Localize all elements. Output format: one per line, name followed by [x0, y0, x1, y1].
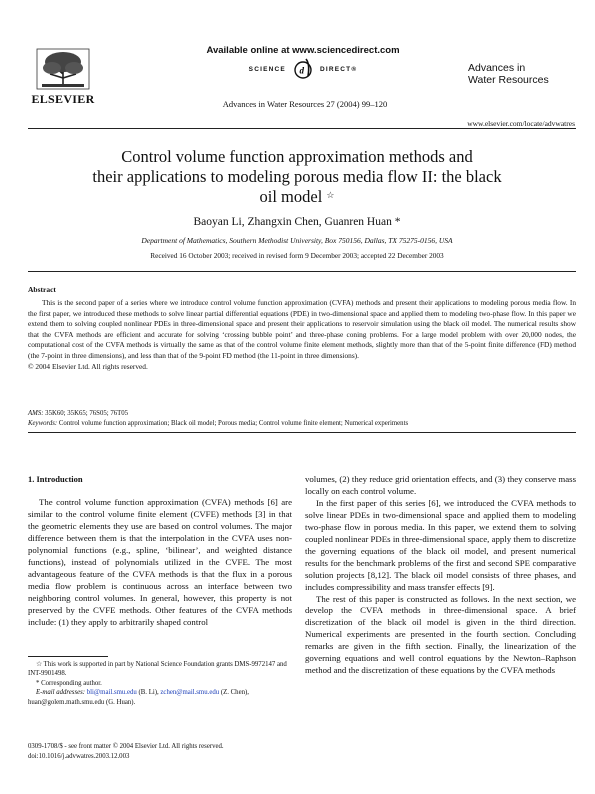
intro-paragraph-2: In the first paper of this series [6], we introduced the CVFA methods to solve linear PDEs in two-dimensional space and applied them to modeling two-phase flow in porous media. In this paper, we extend them to solving coupled nonlinear PDEs in three-dimensional space, apply them to discretize the governing equations of the black oil model, and present numerical results for the benchmark problems of the first and second SPE comparative solution projects [8,12]. The black oil model consists of three phases, and includes compressibility and mass transfer effects [9]. — [305, 497, 576, 592]
title-star-icon: ☆ — [326, 190, 335, 200]
left-column — [28, 497, 292, 628]
sd-right-text: DIRECT® — [319, 65, 358, 73]
ams-label: AMS: — [28, 410, 44, 417]
intro-paragraph-3: The rest of this paper is constructed as follows. In the next section, we develop the CVFA methods in three-dimensional space. A brief discretization of the black oil model is given in the third direction. Numerical experiments are presented in the fourth section. Concluding remarks are given in the fifth section. Finally, the linearization of the governing equations and well control equations by the Newton–Raphson method and the discretization of these equations by the CVFA methods — [305, 593, 576, 676]
funding-footnote: ☆ This work is supported in part by National Science Foundation grants DMS-9972147 and INT-9901498. — [28, 661, 287, 678]
footnote-rule — [28, 656, 108, 657]
journal-reference: Advances in Water Resources 27 (2004) 99–120 — [222, 99, 388, 109]
title-line-1: Control volume function approximation methods and — [121, 147, 473, 166]
journal-url[interactable]: www.elsevier.com/locate/advwatres — [467, 119, 575, 128]
right-column — [305, 474, 576, 677]
journal-logo-line2: Water Resources — [468, 74, 549, 86]
received-dates: Received 16 October 2003; received in revised form 9 December 2003; accepted 22 December 2003 — [150, 251, 444, 260]
keywords-values: Control volume function approximation; Black oil model; Porous media; Control volume finite element; Numerical experiments — [57, 420, 409, 427]
intro-paragraph-1-cont: volumes, (2) they reduce grid orientation effects, and (3) they conserve mass locally on each control volume. — [305, 474, 576, 496]
abstract-text: This is the second paper of a series where we introduce control volume function approximation (CVFA) methods and present their applications to modeling porous media flow. In the first paper, we introduced these methods to solve linear partial differential equations (PDE) in two-dimensional space and applied them to modeling two-phase flow. In this paper we extend them to solving coupled nonlinear PDEs in three-dimensional space and present their applications to reservoir simulation using the black oil model. The numerical results show that the CVFA methods are efficient and accurate for solving ‘crossing bubble point’ and three-phase coning problems. For a large model problem with over 20,000 nodes, the computational cost of the CVFA methods is virtually the same as that of the control volume finite element methods, slightly more than that of the 5-point finite difference (FD) method (the 7-point in three dimensions), and less than that of the 9-point FD method (the 11-point in three dimensions). — [28, 298, 576, 360]
elsevier-logo — [28, 48, 98, 116]
sciencedirect-logo — [195, 58, 411, 80]
corresponding-author-note: * Corresponding author. — [36, 679, 102, 687]
email-label: E-mail addresses: — [36, 689, 86, 697]
keywords — [28, 420, 576, 427]
header-rule — [28, 128, 576, 129]
footnotes — [28, 660, 292, 707]
bottom-info — [28, 742, 328, 761]
available-online-text: Available online at www.sciencedirect.com — [206, 45, 400, 56]
email-link-chen[interactable]: zchen@mail.smu.edu — [160, 689, 220, 697]
authors: Baoyan Li, Zhangxin Chen, Guanren Huan * — [193, 216, 401, 228]
ams-values: 35K60; 35K65; 76S05; 76T05 — [43, 410, 129, 417]
email-footnote — [28, 688, 292, 707]
journal-logo-line1: Advances in — [468, 62, 526, 74]
abstract-body — [28, 298, 576, 372]
paper-title — [40, 147, 554, 207]
abstract-heading: Abstract — [28, 285, 56, 294]
title-line-3-wrap — [40, 187, 554, 207]
title-line-2: their applications to modeling porous media flow II: the black — [92, 167, 502, 186]
journal-logo — [468, 62, 578, 86]
ams-codes — [28, 410, 128, 417]
section-heading: 1. Introduction — [28, 474, 83, 484]
email-who-li: (B. Li), — [136, 689, 161, 697]
svg-text:d: d — [299, 65, 306, 76]
abstract-rule-bottom — [28, 432, 576, 433]
intro-paragraph-1: The control volume function approximation (CVFA) methods [6] are similar to the control volume finite element (CVFE) methods [3] in that the geometric elements they use are based on control volumes. The major difference between them is that the interpolation in the CVFA uses non-polynomial functions (e.g., spline, ‘bilinear’, and weighted distance functions), instead of polynomials utilized in the CVFE. The most advantageous feature of the CVFA methods is that the flux in a porous media flow problem is continuous across an interface between two neighboring control volumes. In general, however, this property is not preserved by the CVFE methods. Other features of the CVFA methods include: (1) they apply to arbitrarily shaped control — [28, 497, 292, 627]
abstract-copyright: © 2004 Elsevier Ltd. All rights reserved. — [28, 361, 148, 371]
abstract-rule-top — [28, 271, 576, 272]
email-who-rest: (Z. Chen), huan@golem.math.smu.edu (G. Huan). — [28, 689, 249, 706]
doi-line[interactable]: doi:10.1016/j.advwatres.2003.12.003 — [28, 752, 130, 760]
affiliation: Department of Mathematics, Southern Methodist University, Box 750156, Dallas, TX 75275-0156, USA — [141, 236, 453, 245]
title-line-3: oil model — [259, 187, 323, 206]
keywords-label: Keywords: — [28, 420, 58, 427]
issn-line: 0309-1708/$ - see front matter © 2004 Elsevier Ltd. All rights reserved. — [28, 743, 224, 750]
publisher-name: ELSEVIER — [31, 92, 95, 106]
elsevier-tree-icon — [36, 48, 90, 90]
sd-left-text: SCIENCE — [248, 65, 286, 73]
sciencedirect-d-icon — [290, 56, 316, 82]
email-link-li[interactable]: bli@mail.smu.edu — [86, 689, 137, 697]
